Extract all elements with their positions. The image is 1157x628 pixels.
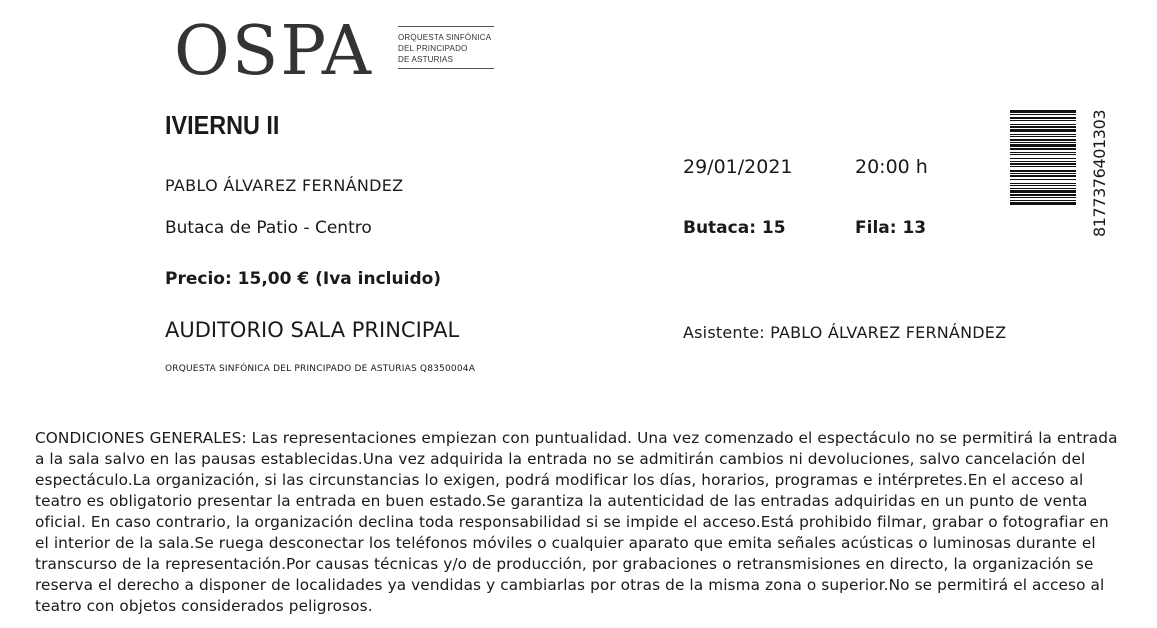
venue: AUDITORIO SALA PRINCIPAL: [165, 318, 460, 342]
seat-type: Butaca de Patio - Centro: [165, 218, 372, 238]
general-conditions: CONDICIONES GENERALES: Las representaciones empiezan con puntualidad. Una vez comenzado el espectáculo no se permitirá la entrada a la sala salvo en las pausas establecidas.Una vez adquirida la entrada no se admitirán cambios ni devoluciones, salvo cancelación del espectáculo.La organización, si las circunstancias lo exigen, podrá modificar los días, horarios, programas e intérpretes.En el acceso al teatro es obligatorio presentar la entrada en buen estado.Se garantiza la autenticidad de las entradas adquiridas en un punto de venta oficial. En caso contrario, la organización declina toda responsabilidad si se impide el acceso.Está prohibido filmar, grabar o fotografiar en el interior de la sala.Se ruega desconectar los teléfonos móviles o cualquier aparato que emita señales acústicas o luminosas durante el transcurso de la representación.Por causas técnicas y/o de producción, por grabaciones o retransmisiones en directo, la organización se reserva el derecho a disponer de localidades ya vendidas y cambiarlas por otras de la misma zona o superior.No se permitirá el acceso al teatro con objetos considerados peligrosos.: [35, 429, 1118, 615]
barcode: [1010, 110, 1076, 276]
event-time: 20:00 h: [855, 156, 928, 178]
ospa-logo: OSPA: [174, 12, 373, 91]
organizer-line: ORQUESTA SINFÓNICA DEL PRINCIPADO DE ASTURIAS Q8350004A: [165, 364, 476, 374]
holder-name: PABLO ÁLVAREZ FERNÁNDEZ: [165, 176, 404, 195]
row-number: Fila: 13: [855, 218, 927, 238]
attendee: Asistente: PABLO ÁLVAREZ FERNÁNDEZ: [683, 323, 1007, 342]
event-title: IVIERNU II: [165, 110, 280, 140]
event-date: 29/01/2021: [683, 156, 793, 178]
barcode-number: 8177376401303: [1090, 110, 1109, 238]
price: Precio: 15,00 € (Iva incluido): [165, 269, 442, 289]
seat-number: Butaca: 15: [683, 218, 786, 238]
ospa-logo-subtitle: ORQUESTA SINFÓNICA DEL PRINCIPADO DE ASTURIAS: [398, 26, 494, 69]
